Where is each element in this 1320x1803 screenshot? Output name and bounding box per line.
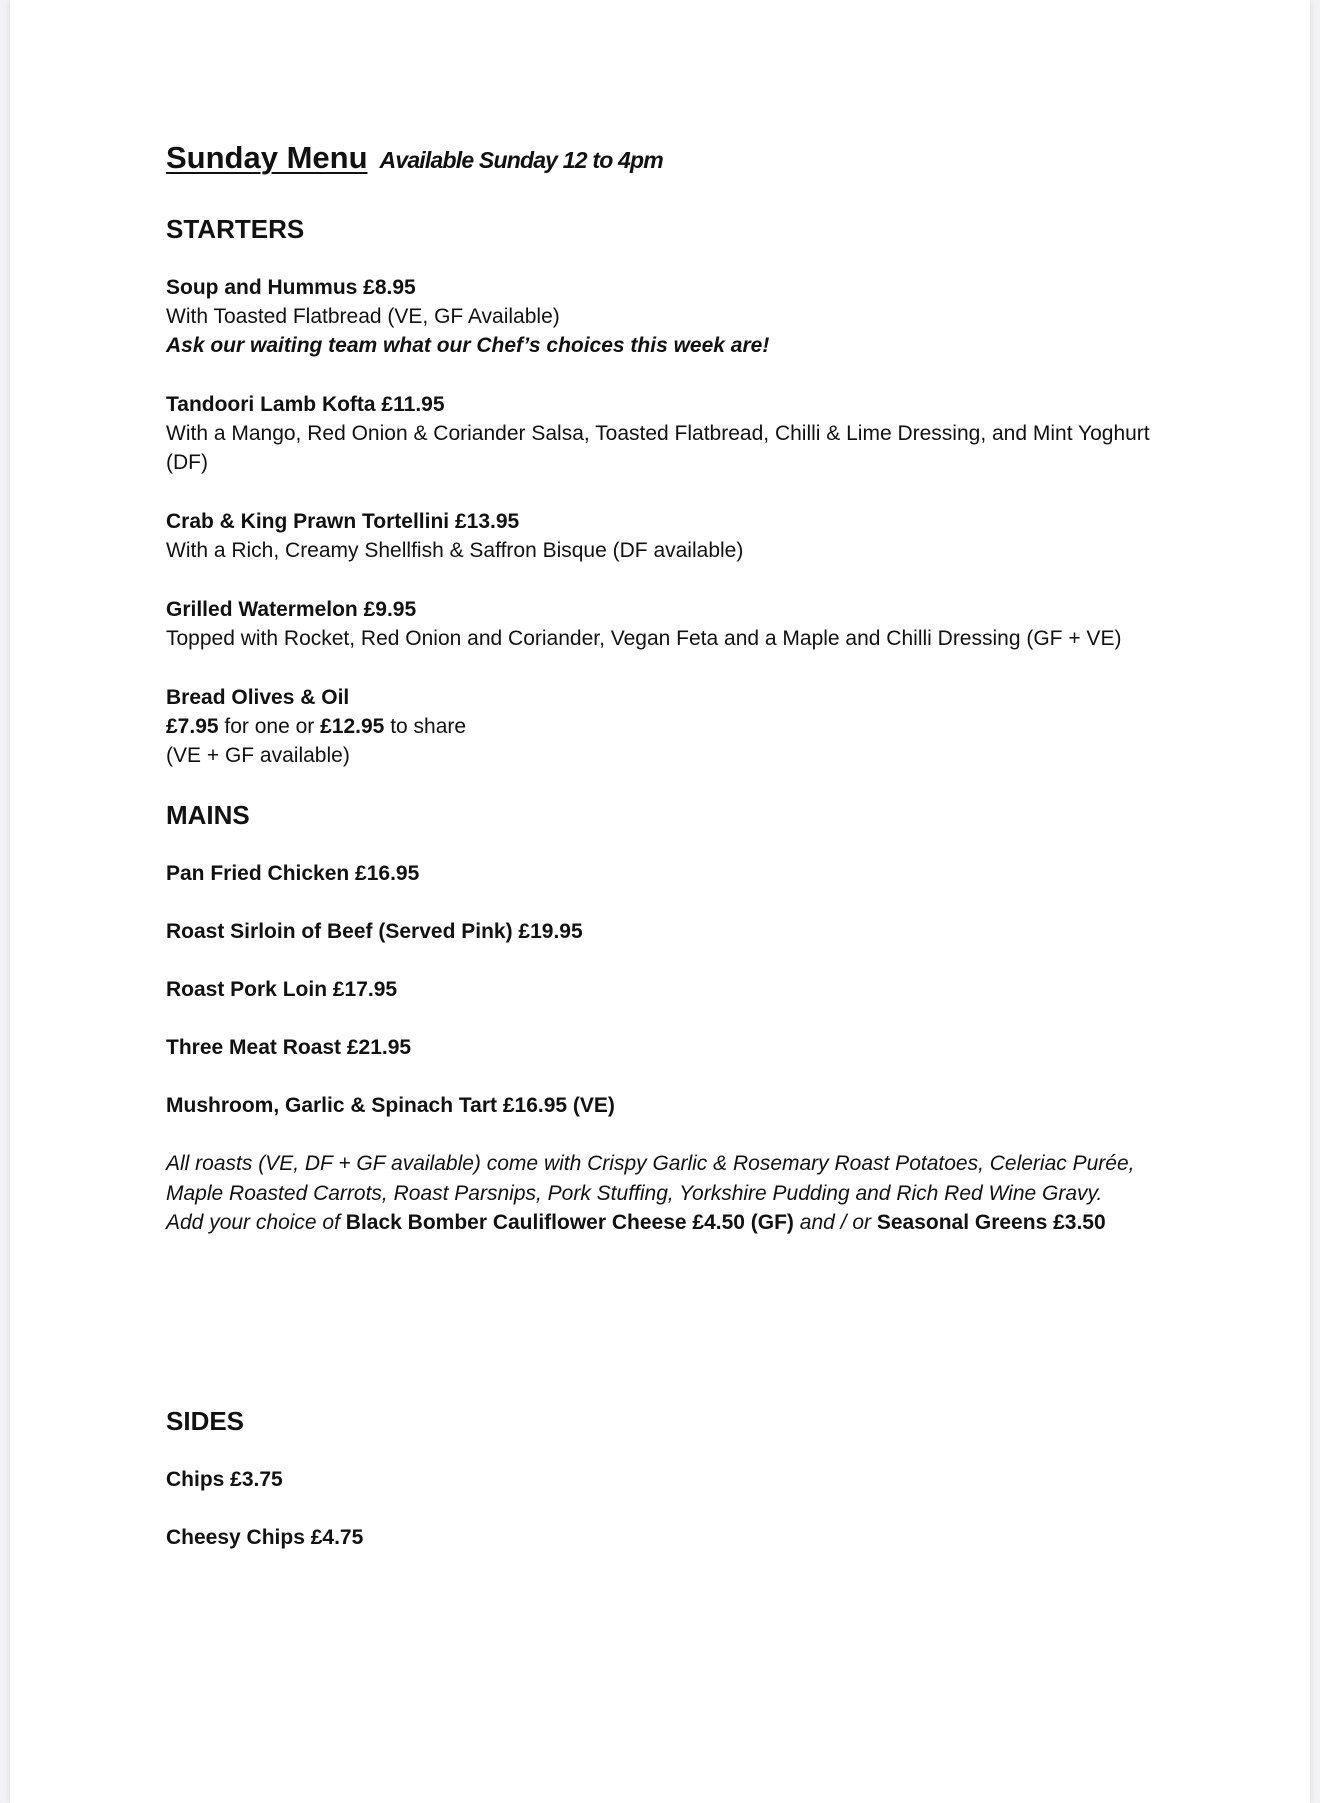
starter-tortellini-name: Crab & King Prawn Tortellini £13.95 — [166, 510, 520, 533]
bread-to-share: to share — [384, 715, 467, 738]
bread-for-one: for one or — [218, 715, 321, 738]
starter-watermelon-name: Grilled Watermelon £9.95 — [166, 598, 417, 621]
starter-tortellini-desc: With a Rich, Creamy Shellfish & Saffron Bisque (DF available) — [166, 539, 744, 562]
menu-page — [10, 0, 1310, 1803]
availability-subtitle: Available Sunday 12 to 4pm — [379, 147, 663, 173]
starter-soup — [166, 273, 1186, 360]
starter-watermelon-desc: Topped with Rocket, Red Onion and Coriander, Vegan Feta and a Maple and Chilli Dressing (GF + VE) — [166, 627, 1122, 650]
starter-bread-prices — [166, 712, 1186, 741]
starter-kofta-desc: With a Mango, Red Onion & Coriander Salsa, Toasted Flatbread, Chilli & Lime Dressing, and Mint Yoghurt (DF) — [166, 422, 1150, 474]
starter-tortellini — [166, 507, 1186, 565]
starter-kofta-name: Tandoori Lamb Kofta £11.95 — [166, 393, 445, 416]
bread-price-share: £12.95 — [320, 715, 385, 738]
starter-soup-name: Soup and Hummus £8.95 — [166, 276, 416, 299]
starter-watermelon — [166, 595, 1186, 653]
starters-heading: STARTERS — [166, 214, 305, 244]
sides-section — [166, 1406, 1186, 1552]
roast-note-line2: Maple Roasted Carrots, Roast Parsnips, Pork Stuffing, Yorkshire Pudding and Rich Red Wine Gravy. — [166, 1181, 1103, 1205]
roast-addon-cauliflower: Black Bomber Cauliflower Cheese £4.50 (GF) — [345, 1211, 794, 1234]
main-item: Mushroom, Garlic & Spinach Tart £16.95 (VE) — [166, 1094, 615, 1117]
title-row — [166, 140, 1186, 176]
side-item: Chips £3.75 — [166, 1467, 283, 1491]
main-item: Roast Pork Loin £17.95 — [166, 978, 398, 1001]
roast-add-prefix: Add your choice of — [166, 1211, 346, 1234]
bread-price-one: £7.95 — [166, 715, 219, 738]
roast-accompaniments-note — [166, 1149, 1186, 1238]
sides-heading: SIDES — [166, 1405, 245, 1436]
starter-bread-name: Bread Olives & Oil — [166, 686, 350, 709]
roast-note-line1: All roasts (VE, DF + GF available) come with Crispy Garlic & Rosemary Roast Potatoes, Celeriac Purée, — [166, 1152, 1135, 1175]
menu-content — [166, 140, 1186, 1581]
page-title: Sunday Menu — [166, 140, 368, 175]
starter-bread — [166, 683, 1186, 770]
side-item: Cheesy Chips £4.75 — [166, 1525, 364, 1549]
main-item: Roast Sirloin of Beef (Served Pink) £19.95 — [166, 920, 583, 943]
starter-soup-desc: With Toasted Flatbread (VE, GF Available) — [166, 305, 560, 328]
roast-addon-greens: Seasonal Greens £3.50 — [876, 1211, 1106, 1234]
roast-addon-connector: and / or — [793, 1211, 877, 1234]
main-item: Pan Fried Chicken £16.95 — [166, 862, 420, 885]
starter-bread-dietary: (VE + GF available) — [166, 744, 350, 767]
mains-heading: MAINS — [166, 800, 250, 830]
roast-note-addons — [166, 1208, 1186, 1238]
starter-kofta — [166, 390, 1186, 477]
main-item: Three Meat Roast £21.95 — [166, 1036, 412, 1059]
starter-soup-note: Ask our waiting team what our Chef’s choices this week are! — [166, 334, 770, 357]
